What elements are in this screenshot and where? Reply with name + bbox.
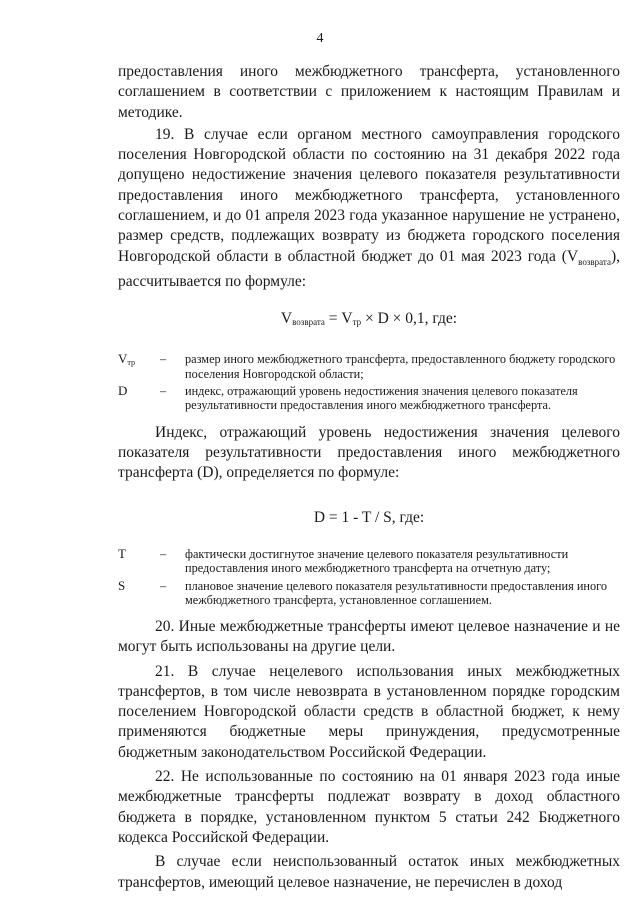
- formula1-v: V: [280, 310, 293, 328]
- paragraph-19: [118, 125, 620, 292]
- paragraph-22: 22. Не использованные по состоянию на 01 января 2023 года иные межбюджетные трансферты подлежат возврату в доход областного бюджета в порядке, установленном пунктом 5 статьи 242 Бюджетного кодекса Российской Федерации.: [118, 768, 620, 846]
- definition-symbol: S: [118, 577, 126, 593]
- definition-symbol-subscript: тр: [127, 358, 135, 368]
- formula1-v-subscript: возврата: [292, 317, 325, 328]
- paragraph-19-text: 19. В случае если органом местного самоуправления городского поселения Новгородской области по состоянию на 31 декабря 2022 года допущено недостижение значения целевого показателя результативности предоставления иного межбюджетного трансферта, установленного соглашением, и до 01 апреля 2023 года указанное нарушение не устранено, размер средств, подлежащих возврату из бюджета городского поселения Новгородской области в областной бюджет до 01 мая 2023 года (V: [118, 125, 620, 265]
- intro-paragraph: предоставления иного межбюджетного трансферта, установленного соглашением в соответствии с приложением к настоящим Правилам и методике.: [118, 63, 620, 121]
- definition-text: плановое значение целевого показателя результативности предоставления иного межбюджетного трансферта, установленное соглашением.: [185, 578, 608, 608]
- definitions-list-1: [118, 352, 620, 412]
- definition-v-tr: [118, 352, 620, 381]
- definition-dash: –: [160, 383, 167, 398]
- page-number: 4: [316, 31, 324, 46]
- definition-text: индекс, отражающий уровень недостижения значения целевого показателя результативности предоставления иного межбюджетного трансферта.: [185, 383, 578, 413]
- paragraph-19-subscript: возврата: [578, 256, 611, 267]
- paragraph-20: 20. Иные межбюджетные трансферты имеют целевое назначение и не могут быть использованы на другие цели.: [118, 618, 620, 656]
- definition-text: размер иного межбюджетного трансферта, предоставленного бюджету городского поселения Новгородской области;: [185, 352, 616, 381]
- formula1-mid-subscript: тр: [352, 317, 362, 328]
- definition-symbol: [118, 352, 160, 371]
- definition-symbol: T: [118, 545, 126, 561]
- paragraph-21: 21. В случае нецелевого использования иных межбюджетных трансфертов, в том числе невозврата в установленном порядке городским поселением Новгородской области средств в областной бюджет, к нему применяются бюджетные меры принуждения, предусмотренные бюджетным законодательством Российской Федерации.: [118, 662, 620, 761]
- definition-t: [118, 547, 620, 576]
- formula-return-amount: [118, 309, 620, 332]
- last-paragraph: В случае если неиспользованный остаток иных межбюджетных трансфертов, имеющий целевое назначение, не перечислен в доход: [118, 853, 620, 891]
- definition-symbol: D: [118, 382, 128, 398]
- definition-dash: –: [160, 546, 167, 561]
- document-body: [118, 62, 620, 893]
- definition-text: фактически достигнутое значение целевого показателя результативности предоставления иного межбюджетного трансферта на отчетную дату;: [185, 546, 569, 576]
- formula1-end: × D × 0,1, где:: [361, 310, 458, 328]
- definitions-list-2: [118, 547, 620, 608]
- definition-symbol-text: V: [118, 351, 128, 367]
- index-paragraph: Индекс, отражающий уровень недостижения значения целевого показателя результативности предоставления иного межбюджетного трансферта (D), определяется по формуле:: [118, 423, 620, 482]
- definition-s: [118, 579, 620, 608]
- definition-dash: –: [160, 578, 167, 593]
- definition-dash: –: [160, 352, 167, 367]
- paragraph-19-tail: ), рассчитывается по формуле:: [118, 247, 620, 291]
- definition-d: [118, 384, 620, 413]
- formula1-mid: = V: [324, 310, 353, 328]
- formula-index: D = 1 - T / S, где:: [313, 508, 425, 526]
